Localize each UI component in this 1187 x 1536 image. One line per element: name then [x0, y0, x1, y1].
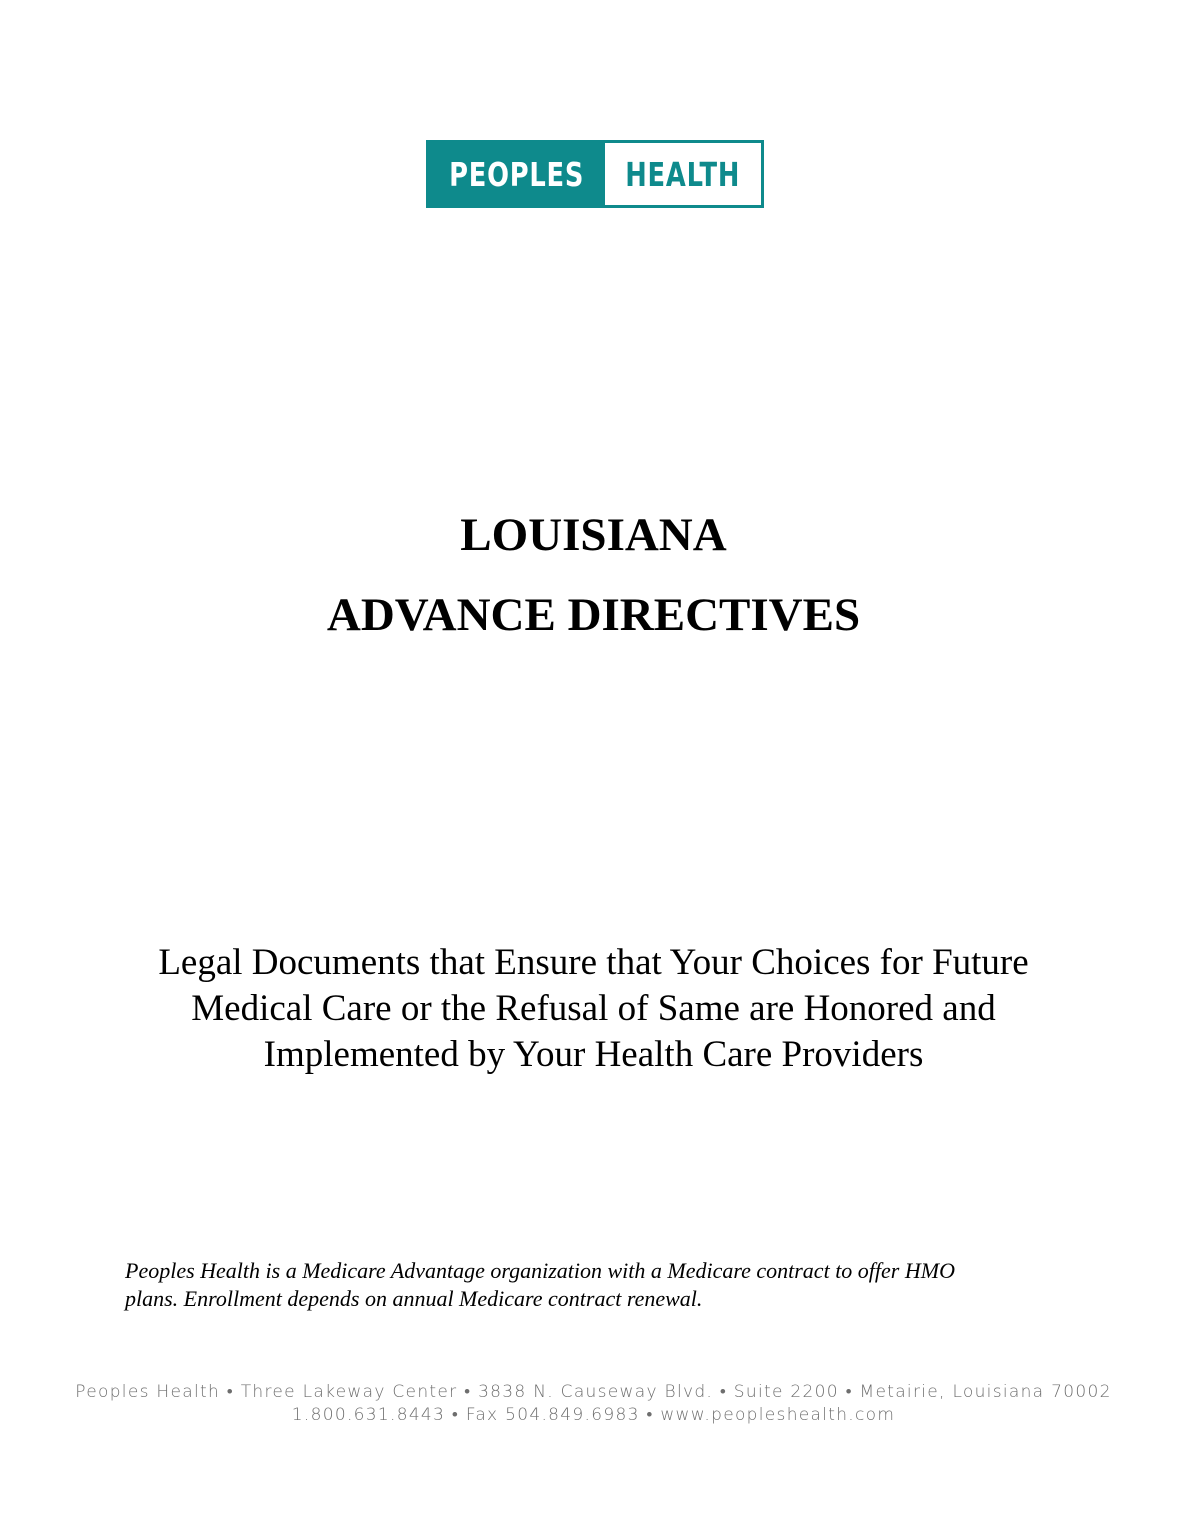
footer-contact: 1.800.631.8443 • Fax 504.849.6983 • www.peopleshealth.com — [291, 1405, 896, 1425]
disclaimer-line: plans. Enrollment depends on annual Medicare contract renewal. — [125, 1286, 703, 1311]
logo-left-word: PEOPLES — [449, 154, 585, 194]
subtitle-line: Implemented by Your Health Care Providers — [263, 1034, 924, 1075]
disclaimer-line: Peoples Health is a Medicare Advantage organization with a Medicare contract to offer HMO — [125, 1258, 955, 1283]
subtitle — [0, 940, 1187, 1078]
subtitle-line: Legal Documents that Ensure that Your Choices for Future — [158, 942, 1029, 983]
logo-left-panel — [429, 143, 605, 205]
peoples-health-logo — [426, 140, 764, 208]
logo-right-panel — [605, 143, 761, 205]
title-line-1: LOUISIANA — [460, 509, 727, 561]
logo-right-word: HEALTH — [625, 154, 741, 194]
subtitle-line: Medical Care or the Refusal of Same are Honored and — [191, 988, 996, 1029]
footer — [0, 1381, 1187, 1427]
title-line-2: ADVANCE DIRECTIVES — [326, 589, 861, 641]
footer-address: Peoples Health • Three Lakeway Center • 3838 N. Causeway Blvd. • Suite 2200 • Metairie, Louisiana 70002 — [75, 1382, 1112, 1402]
medicare-disclaimer — [125, 1257, 1085, 1313]
